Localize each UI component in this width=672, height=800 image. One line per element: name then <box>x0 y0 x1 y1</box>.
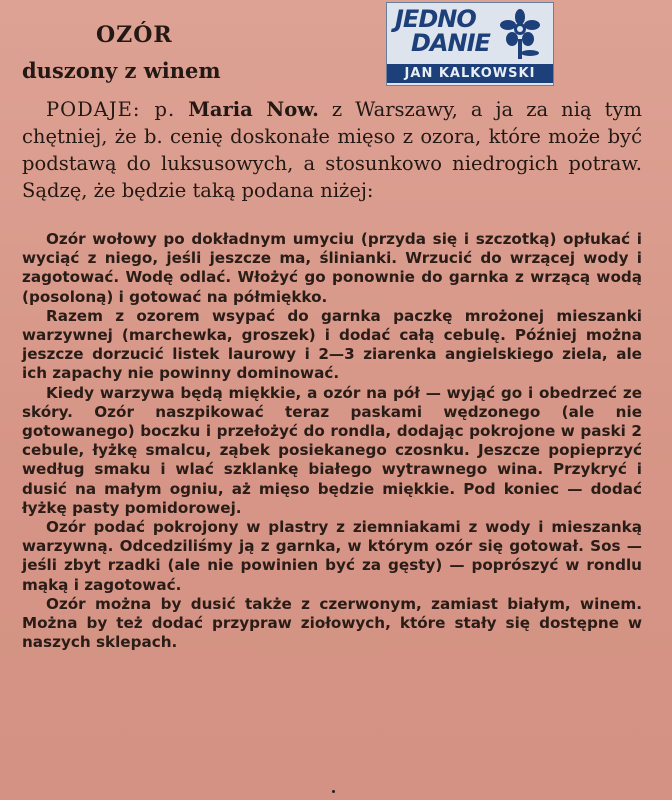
column-name <box>395 7 490 55</box>
column-logo <box>386 2 554 86</box>
column-author: JAN KALKOWSKI <box>387 64 553 83</box>
column-name-line2: DANIE <box>411 29 490 57</box>
recipe-subtitle: duszony z winem <box>22 58 221 83</box>
flower-icon <box>495 9 545 63</box>
paragraph-2: Razem z ozorem wsypać do garnka paczkę mrożonej mieszanki warzywnej (marchewka, groszek) i dodać całą cebulę. Później można jeszcze dorzucić listek laurowy i 2—3 ziarenka angielskiego ziela, ale ich zapachy nie powinny dominować. <box>22 306 642 383</box>
lead-author: Maria Now. <box>188 98 319 121</box>
recipe-body <box>22 230 642 652</box>
lead-text: z Warszawy, a ja za nią tym chętniej, że b. cenię doskonałe mięso z ozora, które może być podstawą do luksusowych, a stosunkowo niedrogich potraw. Sądzę, że będzie taką podana niżej: <box>22 98 642 202</box>
paragraph-5: Ozór można by dusić także z czerwonym, zamiast białym, winem. Można by też dodać przypraw ziołowych, które stały się dostępne w naszych sklepach. <box>22 594 642 652</box>
lead-paragraph <box>22 96 642 204</box>
recipe-title: OZÓR <box>96 22 173 48</box>
lead-prefix: PODAJE: p. <box>46 98 176 121</box>
paragraph-1: Ozór wołowy po dokładnym umyciu (przyda się i szczotką) opłukać i wyciąć z niego, jeśli jeszcze ma, ślinianki. Wrzucić do wrzącej wody i zagotować. Wodę odlać. Włożyć go ponownie do garnka z wrzącą wodą (posoloną) i gotować na półmiękko. <box>22 230 642 306</box>
print-mark <box>332 790 335 793</box>
paragraph-4: Ozór podać pokrojony w plastry z ziemniakami z wody i mieszanką warzywną. Odcedziliśmy ją z garnka, w którym ozór się gotował. Sos — jeśli zbyt rzadki (ale nie powinien być za gęsty) — poprószyć w rondlu mąką i zagotować. <box>22 518 642 594</box>
paragraph-3: Kiedy warzywa będą miękkie, a ozór na pół — wyjąć go i obedrzeć ze skóry. Ozór naszpikować teraz paskami wędzonego (ale nie gotowanego) boczku i przełożyć do rondla, dodając pokrojone w paski 2 cebule, łyżkę smalcu, ząbek posiekanego czosnku. Jeszcze popieprzyć według smaku i wlać szklankę białego wytrawnego wina. Przykryć i dusić na małym ogniu, aż mięso będzie miękkie. Pod koniec — dodać łyżkę pasty pomidorowej. <box>22 383 642 517</box>
column-name-line1: JEDNO <box>395 5 476 33</box>
